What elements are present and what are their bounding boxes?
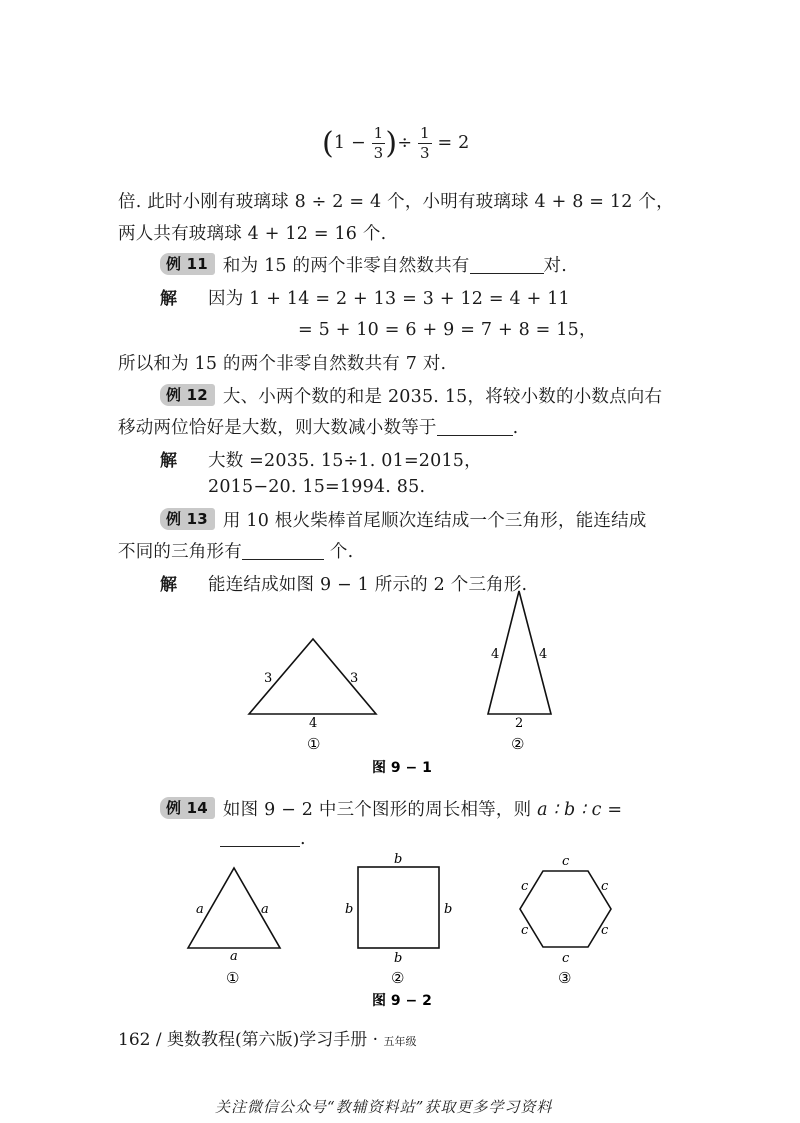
ex12-solution-line2: 2015−20. 15=1994. 85. — [208, 477, 426, 497]
triangle-1-number: ① — [307, 735, 321, 753]
triangle-2-right-label: 4 — [539, 647, 548, 662]
ex14-answer-blank — [220, 828, 300, 847]
triangle-2-number: ② — [511, 735, 525, 753]
fig92-square-bottom-label: b — [394, 951, 403, 966]
figure-9-1 — [0, 585, 800, 785]
ex12-answer-blank — [437, 417, 513, 436]
triangle-1-base-label: 4 — [309, 716, 318, 731]
formula-result: = 2 — [437, 133, 470, 153]
figure-9-2-caption: 图 9 − 2 — [372, 993, 432, 1009]
para1-line2: 两人共有玻璃球 4 + 12 = 16 个. — [118, 224, 387, 244]
figure-9-2 — [0, 850, 800, 1010]
ex12-solution-line1 — [160, 446, 482, 472]
fig92-hexagon-lower-left-label: c — [521, 923, 529, 938]
ex14-badge: 例 14 — [160, 797, 215, 819]
fig92-triangle — [188, 868, 280, 987]
page-footer — [118, 1025, 416, 1050]
fig92-square-shape — [358, 867, 439, 948]
fig92-hexagon-top-label: c — [562, 854, 570, 869]
ex13-answer-blank — [242, 541, 324, 560]
fig92-square-number: ② — [391, 969, 405, 987]
fig92-triangle-left-label: a — [196, 902, 204, 917]
ex11-badge: 例 11 — [160, 253, 215, 275]
fig92-hexagon-bottom-label: c — [562, 951, 570, 966]
ex11-question — [160, 252, 567, 277]
ex13-line2-end: 个. — [329, 542, 354, 562]
triangle-2-left-label: 4 — [491, 647, 500, 662]
fig92-square — [345, 852, 452, 987]
ex13-badge: 例 13 — [160, 508, 215, 530]
fig92-square-top-label: b — [394, 852, 403, 867]
ex14-line1-text: 如图 9 − 2 中三个图形的周长相等，则 — [222, 800, 538, 820]
ex13-line2-text: 不同的三角形有 — [118, 542, 242, 562]
fig92-hexagon-shape — [520, 871, 611, 947]
ex11-conclusion: 所以和为 15 的两个非零自然数共有 7 对. — [118, 354, 447, 374]
fig92-triangle-base-label: a — [230, 949, 238, 964]
fig92-hexagon-upper-right-label: c — [601, 879, 609, 894]
ex11-jie: 解 — [160, 289, 178, 309]
ex11-question-text: 和为 15 的两个非零自然数共有 — [222, 256, 470, 276]
triangle-2 — [488, 591, 551, 753]
ex11-solution-text1: 因为 1 + 14 = 2 + 13 = 3 + 12 = 4 + 11 — [208, 289, 570, 309]
fig92-hexagon — [520, 854, 611, 987]
ex12-solution-text1: 大数 =2035. 15÷1. 01=2015， — [208, 451, 482, 471]
page-number: 162 / — [118, 1030, 162, 1050]
ex13-line2 — [118, 538, 353, 563]
fraction-1-numerator: 1 — [373, 124, 384, 142]
ex13-jie: 解 — [160, 575, 178, 595]
ex12-line2-text: 移动两位恰好是大数，则大数减小数等于 — [118, 418, 437, 438]
ex12-line2-end: . — [512, 418, 519, 438]
grade-label: 五年级 — [383, 1035, 417, 1048]
fig92-square-left-label: b — [345, 902, 354, 917]
triangle-1-right-label: 3 — [350, 671, 359, 686]
triangle-1 — [249, 639, 376, 753]
ex12-line2 — [118, 414, 518, 439]
ex13-line1-text: 用 10 根火柴棒首尾顺次连结成一个三角形，能连结成 — [222, 511, 647, 531]
watermark-text: 关注微信公众号“教辅资料站”获取更多学习资料 — [215, 1098, 553, 1116]
formula-one: 1 — [333, 133, 346, 153]
ex14-ratio: a ∶ b ∶ c = — [537, 800, 623, 820]
ex12-badge: 例 12 — [160, 384, 215, 406]
fig92-square-right-label: b — [444, 902, 453, 917]
paren-open: ( — [322, 126, 334, 161]
figure-9-1-caption: 图 9 − 1 — [372, 760, 432, 776]
ex14-line2-end: . — [300, 829, 306, 849]
ex12-line1-text: 大、小两个数的和是 2035. 15，将较小数的小数点向右 — [222, 387, 663, 407]
para1-line1: 倍. 此时小刚有玻璃球 8 ÷ 2 = 4 个，小明有玻璃球 4 + 8 = 12 个， — [118, 192, 674, 212]
formula-minus: − — [351, 133, 366, 153]
ex11-solution-line1 — [160, 284, 570, 310]
fig92-hexagon-upper-left-label: c — [521, 879, 529, 894]
fig92-hexagon-lower-right-label: c — [601, 923, 609, 938]
ex11-question-end: 对. — [543, 256, 567, 276]
formula-divide: ÷ — [397, 133, 413, 153]
paren-close: ) — [385, 126, 398, 161]
fig92-hexagon-number: ③ — [558, 969, 572, 987]
ex14-line1 — [160, 796, 622, 821]
ex12-jie: 解 — [160, 451, 178, 471]
ex13-solution-text1: 能连结成如图 9 − 1 所示的 2 个三角形. — [208, 575, 528, 595]
ex14-line2 — [220, 828, 306, 849]
formula — [322, 124, 469, 163]
triangle-2-base-label: 2 — [515, 716, 524, 731]
fraction-2-numerator: 1 — [419, 124, 430, 142]
fraction-2 — [418, 124, 432, 163]
fig92-triangle-right-label: a — [261, 902, 269, 917]
ex11-solution-line2: = 5 + 10 = 6 + 9 = 7 + 8 = 15， — [298, 320, 597, 340]
ex13-line1 — [160, 507, 647, 532]
ex12-line1 — [160, 383, 662, 408]
fraction-1-denominator: 3 — [373, 144, 384, 162]
triangle-1-left-label: 3 — [264, 671, 273, 686]
ex11-answer-blank — [470, 255, 544, 274]
fraction-2-denominator: 3 — [419, 144, 430, 162]
book-title: 奥数教程(第六版)学习手册 · — [167, 1030, 379, 1050]
fraction-1 — [372, 124, 386, 163]
fig92-triangle-number: ① — [226, 969, 240, 987]
